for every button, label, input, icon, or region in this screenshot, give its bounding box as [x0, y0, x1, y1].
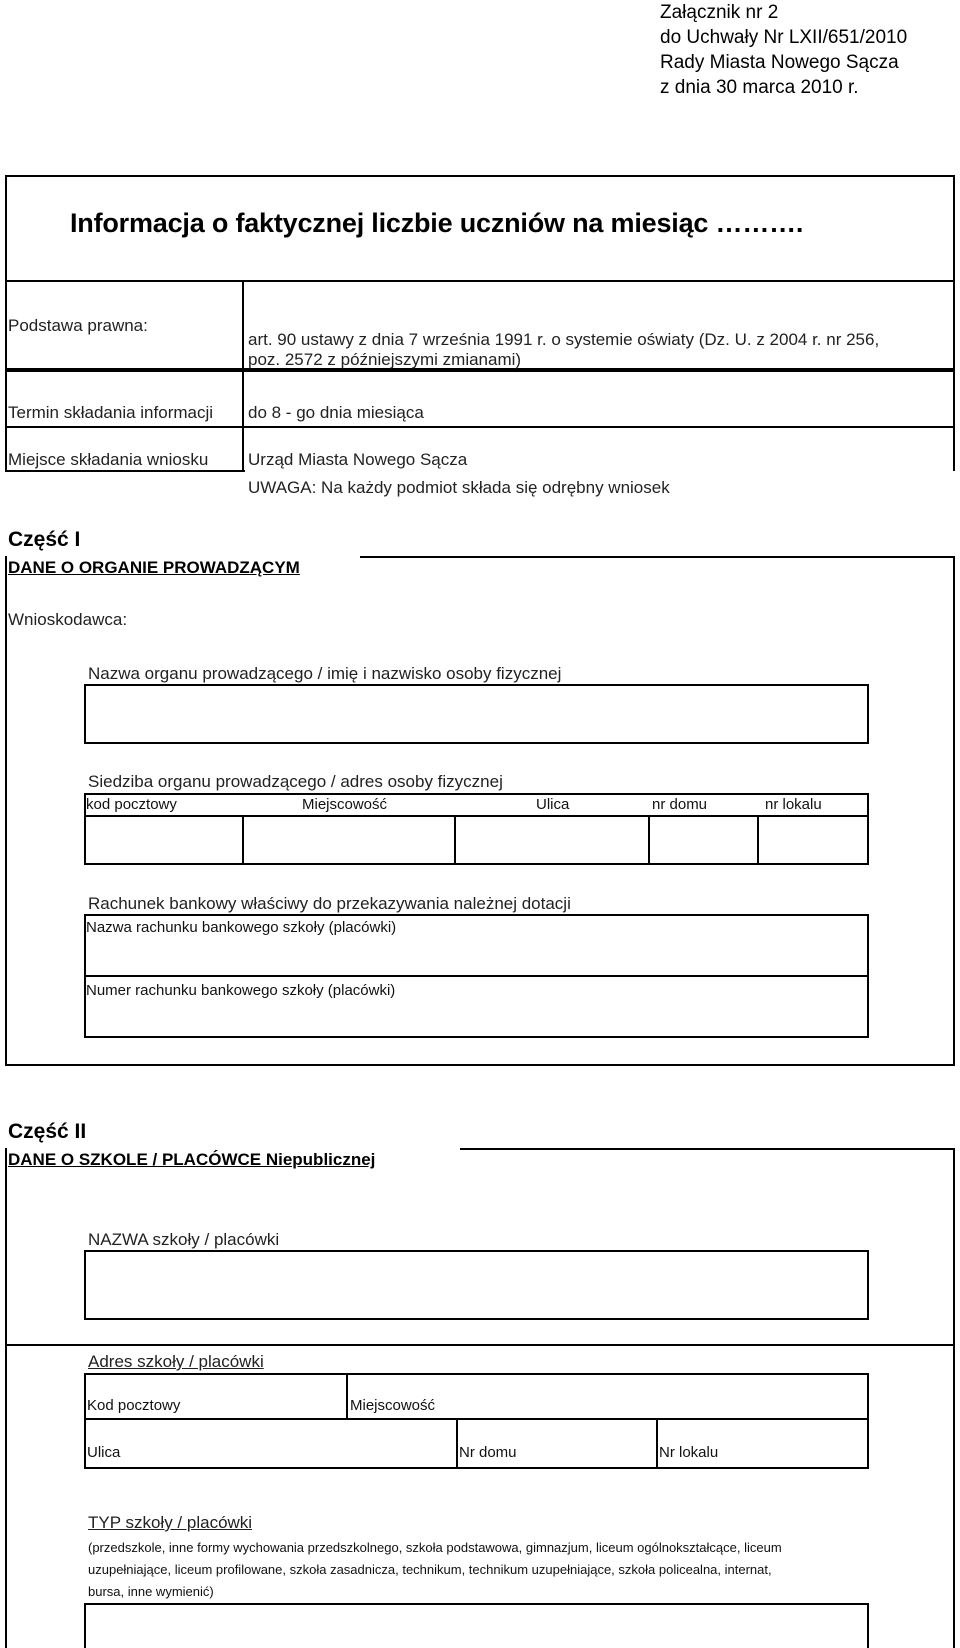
bank-divider: [84, 975, 869, 977]
applicant-label: Wnioskodawca:: [8, 610, 128, 629]
deadline-value: do 8 - go dnia miesiąca: [248, 403, 424, 422]
left-border: [5, 370, 7, 471]
warning-note: UWAGA: Na każdy podmiot składa się odrębny wniosek: [248, 478, 670, 497]
house-no-input[interactable]: [651, 817, 756, 863]
part2-top-border: [460, 1148, 955, 1150]
part2-heading: Część II: [8, 1120, 87, 1143]
form-title: Informacja o faktycznej liczbie uczniów na miesiąc ……….: [70, 208, 804, 238]
school-house-label: Nr domu: [459, 1444, 517, 1461]
part2-subheading: DANE O SZKOLE / PLACÓWCE Niepublicznej: [8, 1150, 376, 1169]
hint-line: (przedszkole, inne formy wychowania przedszkolnego, szkoła podstawowa, gimnazjum, liceum ogólnokształcące, liceum: [88, 1540, 782, 1555]
address-col-divider: [656, 1418, 658, 1469]
address-row-divider: [84, 1418, 869, 1420]
city-input[interactable]: [245, 817, 453, 863]
place-value: Urząd Miasta Nowego Sącza: [248, 450, 468, 469]
school-type-hint: [88, 1537, 948, 1603]
annex-line: Rady Miasta Nowego Sącza: [660, 52, 899, 73]
school-flat-label: Nr lokalu: [659, 1444, 719, 1461]
city-header: Miejscowość: [302, 796, 388, 813]
account-no-input[interactable]: [86, 1002, 867, 1036]
flat-no-header: nr lokalu: [765, 796, 822, 813]
seat-label: Siedziba organu prowadzącego / adres osoby fizycznej: [88, 772, 503, 791]
seat-col-divider: [648, 815, 650, 865]
hint-line: bursa, inne wymienić): [88, 1584, 214, 1599]
flat-no-input[interactable]: [760, 817, 867, 863]
row-divider: [5, 426, 955, 428]
annex-line: do Uchwały Nr LXII/651/2010: [660, 27, 908, 48]
organ-name-field[interactable]: [84, 684, 869, 744]
house-no-header: nr domu: [652, 796, 708, 813]
place-label: Miejsce składania wniosku: [8, 450, 209, 469]
school-name-field[interactable]: [84, 1250, 869, 1320]
school-type-label: TYP szkoły / placówki: [88, 1513, 253, 1532]
street-input[interactable]: [457, 817, 647, 863]
hint-line: uzupełniające, liceum profilowane, szkoła zasadnicza, technikum, technikum uzupełniające, szkoła policealna, internat,: [88, 1562, 772, 1577]
postal-code-input[interactable]: [86, 817, 241, 863]
account-name-label: Nazwa rachunku bankowego szkoły (placówki): [86, 919, 397, 936]
account-name-input[interactable]: [86, 938, 867, 974]
legal-basis-value: poz. 2572 z późniejszymi zmianami): [248, 350, 522, 369]
seat-col-divider: [242, 815, 244, 865]
bank-label: Rachunek bankowy właściwy do przekazywania należnej dotacji: [88, 894, 571, 913]
right-border: [953, 370, 955, 471]
legal-divider: [242, 280, 244, 471]
address-col-divider: [346, 1373, 348, 1419]
school-type-field[interactable]: [84, 1603, 869, 1648]
part1-subheading: DANE O ORGANIE PROWADZĄCYM: [8, 558, 300, 577]
deadline-label: Termin składania informacji: [8, 403, 214, 422]
school-name-label: NAZWA szkoły / placówki: [88, 1230, 280, 1249]
school-address-label: Adres szkoły / placówki: [88, 1352, 264, 1371]
annex-header: [660, 0, 907, 100]
account-no-label: Numer rachunku bankowego szkoły (placówki): [86, 982, 396, 999]
seat-col-divider: [454, 815, 456, 865]
part2-divider: [5, 1344, 955, 1346]
organ-name-label: Nazwa organu prowadzącego / imię i nazwisko osoby fizycznej: [88, 664, 562, 683]
seat-col-divider: [757, 815, 759, 865]
school-postal-label: Kod pocztowy: [87, 1397, 181, 1414]
school-street-label: Ulica: [87, 1444, 121, 1461]
annex-line: z dnia 30 marca 2010 r.: [660, 77, 859, 98]
legal-basis-label: Podstawa prawna:: [8, 316, 148, 335]
legal-basis-value: art. 90 ustawy z dnia 7 września 1991 r. o systemie oświaty (Dz. U. z 2004 r. nr 256,: [248, 330, 880, 349]
row-divider: [5, 470, 245, 472]
part1-top-border: [360, 556, 955, 558]
annex-line: Załącznik nr 2: [660, 2, 779, 23]
address-col-divider: [456, 1418, 458, 1469]
row-divider: [5, 370, 955, 372]
part1-heading: Część I: [8, 528, 81, 551]
postal-code-header: kod pocztowy: [86, 796, 177, 813]
school-city-label: Miejscowość: [350, 1397, 436, 1414]
street-header: Ulica: [536, 796, 570, 813]
